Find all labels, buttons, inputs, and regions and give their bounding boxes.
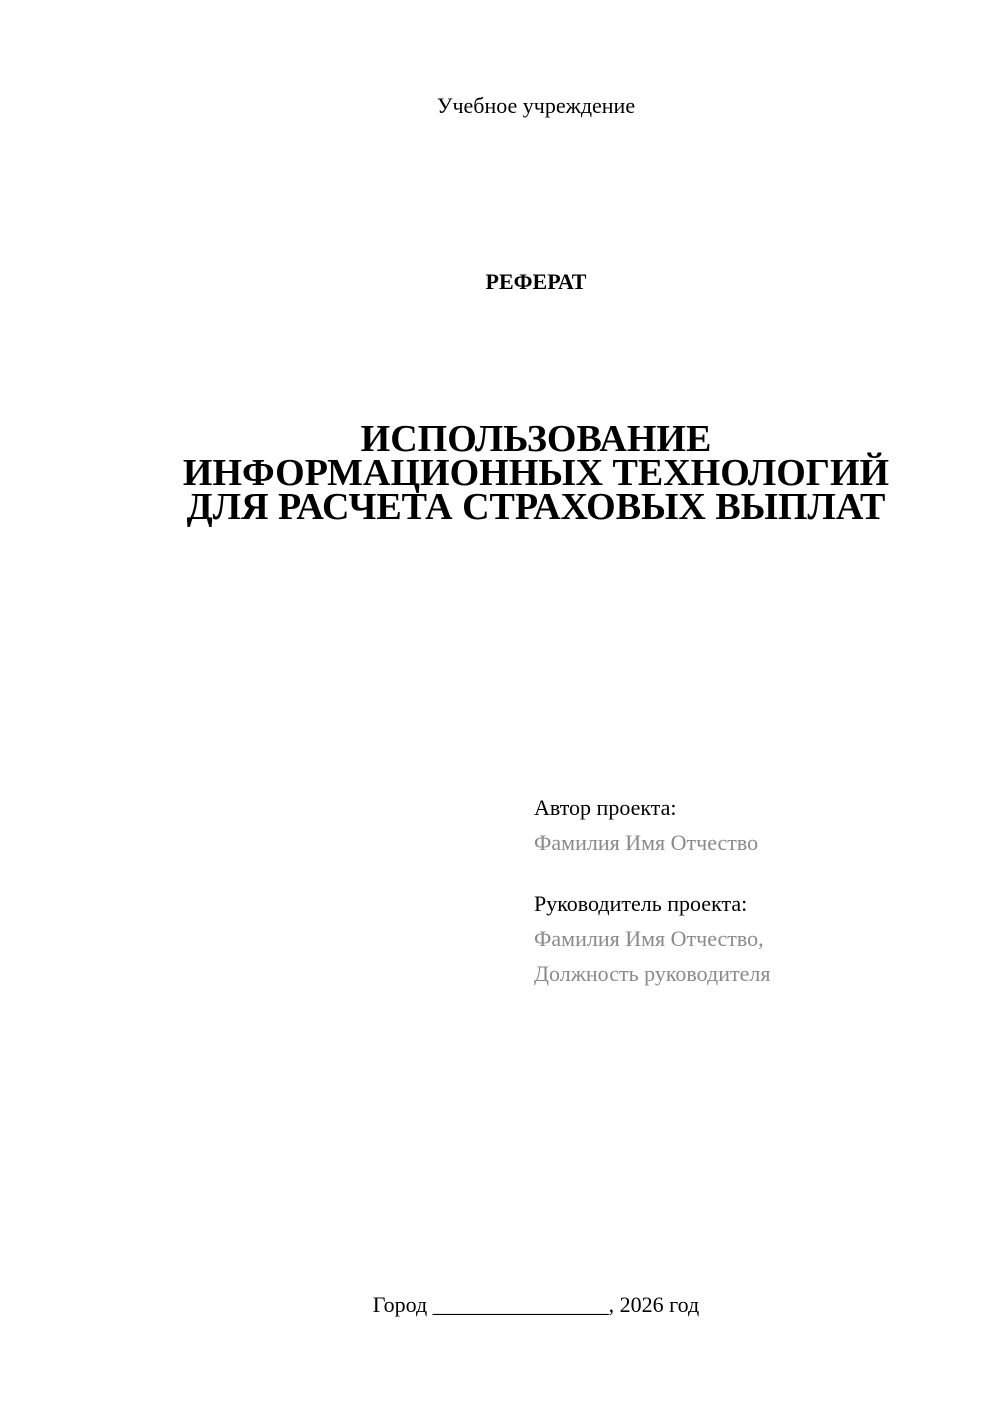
document-type: РЕФЕРАТ (485, 269, 587, 294)
supervisor-position: Должность руководителя (534, 961, 771, 986)
supervisor-name: Фамилия Имя Отчество, (534, 926, 764, 951)
title-line-2: ИНФОРМАЦИОННЫХ ТЕХНОЛОГИЙ (182, 452, 890, 494)
title-line-1: ИСПОЛЬЗОВАНИЕ (360, 418, 712, 460)
credits-block (534, 790, 974, 991)
author-block (534, 790, 974, 860)
supervisor-block (534, 886, 974, 991)
document-title (0, 418, 1000, 528)
supervisor-label: Руководитель проекта: (534, 891, 748, 916)
author-label: Автор проекта: (534, 795, 677, 820)
city-year-footer: Город ________________, 2026 год (372, 1292, 700, 1317)
institution-name: Учебное учреждение (436, 93, 636, 118)
author-name: Фамилия Имя Отчество (534, 830, 759, 855)
title-line-3: ДЛЯ РАСЧЕТА СТРАХОВЫХ ВЫПЛАТ (186, 486, 886, 528)
